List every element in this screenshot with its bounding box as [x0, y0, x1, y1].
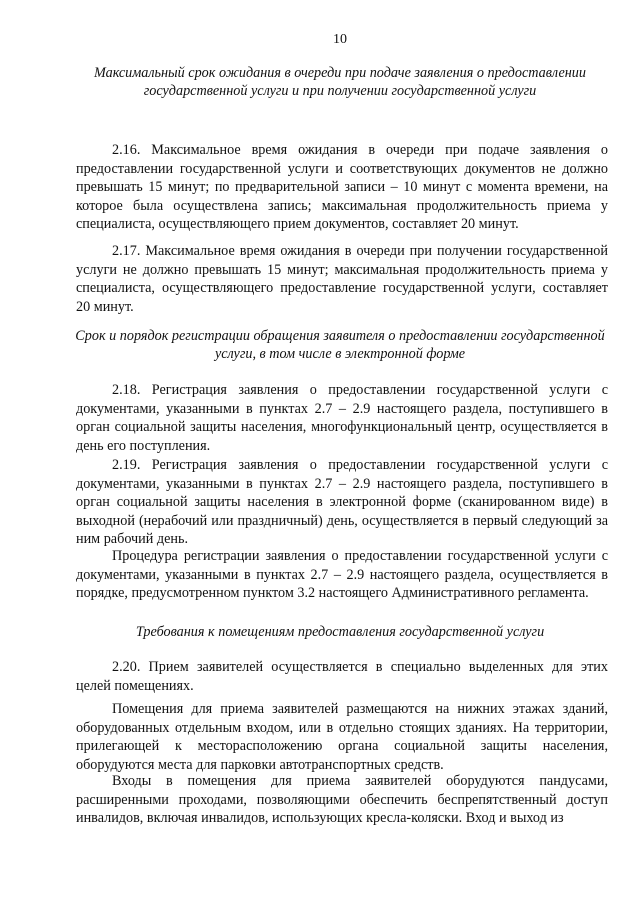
- paragraph-2-20: 2.20. Прием заявителей осуществляется в специально выделенных для этих целей помещениях.: [76, 659, 608, 694]
- section-heading-premises: Требования к помещениям предоставления государственной услуги: [135, 624, 545, 640]
- paragraph-premises-entrances: Входы в помещения для приема заявителей оборудуются пандусами, расширенными проходами, позволяющими обеспечить беспрепятственный доступ инвалидов, включая инвалидов, использующих кресла-коляски. Вход и выход из: [76, 773, 608, 827]
- section-heading-registration: Срок и порядок регистрации обращения заявителя о предоставлении государственной услуги, в том числе в электронной форме: [75, 328, 605, 362]
- paragraph-registration-procedure: Процедура регистрации заявления о предоставлении государственной услуги с документами, указанными в пунктах 2.7 – 2.9 настоящего раздела, осуществляется в порядке, предусмотренном пунктом 3.2 настоящего Административного регламента.: [76, 548, 608, 602]
- paragraph-2-18: 2.18. Регистрация заявления о предоставлении государственной услуги с документами, указанными в пунктах 2.7 – 2.9 настоящего раздела, поступившего в орган социальной защиты населения, многофункциональный центр, осуществляется в день его поступления.: [76, 382, 608, 454]
- paragraph-2-16: 2.16. Максимальное время ожидания в очереди при подаче заявления о предоставлении государственной услуги и соответствующих документов не должно превышать 15 минут; по предварительной записи – 10 минут с момента времени, на которое была осуществлена запись; максимальная продолжительность приема у специалиста, осуществляющего прием документов, составляет 20 минут.: [76, 142, 608, 233]
- paragraph-premises-location: Помещения для приема заявителей размещаются на нижних этажах зданий, оборудованных отдельным входом, или в отдельно стоящих зданиях. На территории, прилегающей к месторасположению органа социальной защиты населения, оборудуются места для парковки автотранспортных средств.: [76, 701, 608, 773]
- section-heading-waiting-time: Максимальный срок ожидания в очереди при подаче заявления о предоставлении государственной услуги и при получении государственной услуги: [94, 65, 586, 99]
- paragraph-2-19: 2.19. Регистрация заявления о предоставлении государственной услуги с документами, указанными в пунктах 2.7 – 2.9 настоящего раздела, поступившего в орган социальной защиты населения в электронной форме (сканированном виде) в выходной (нерабочий или праздничный) день, осуществляется в первый следующий за ним рабочий день.: [76, 457, 608, 548]
- paragraph-2-17: 2.17. Максимальное время ожидания в очереди при получении государственной услуги не должно превышать 15 минут; максимальная продолжительность приема у специалиста, осуществляющего предоставление государственной услуги, составляет 20 минут.: [76, 243, 608, 315]
- page-number: 10: [333, 32, 347, 47]
